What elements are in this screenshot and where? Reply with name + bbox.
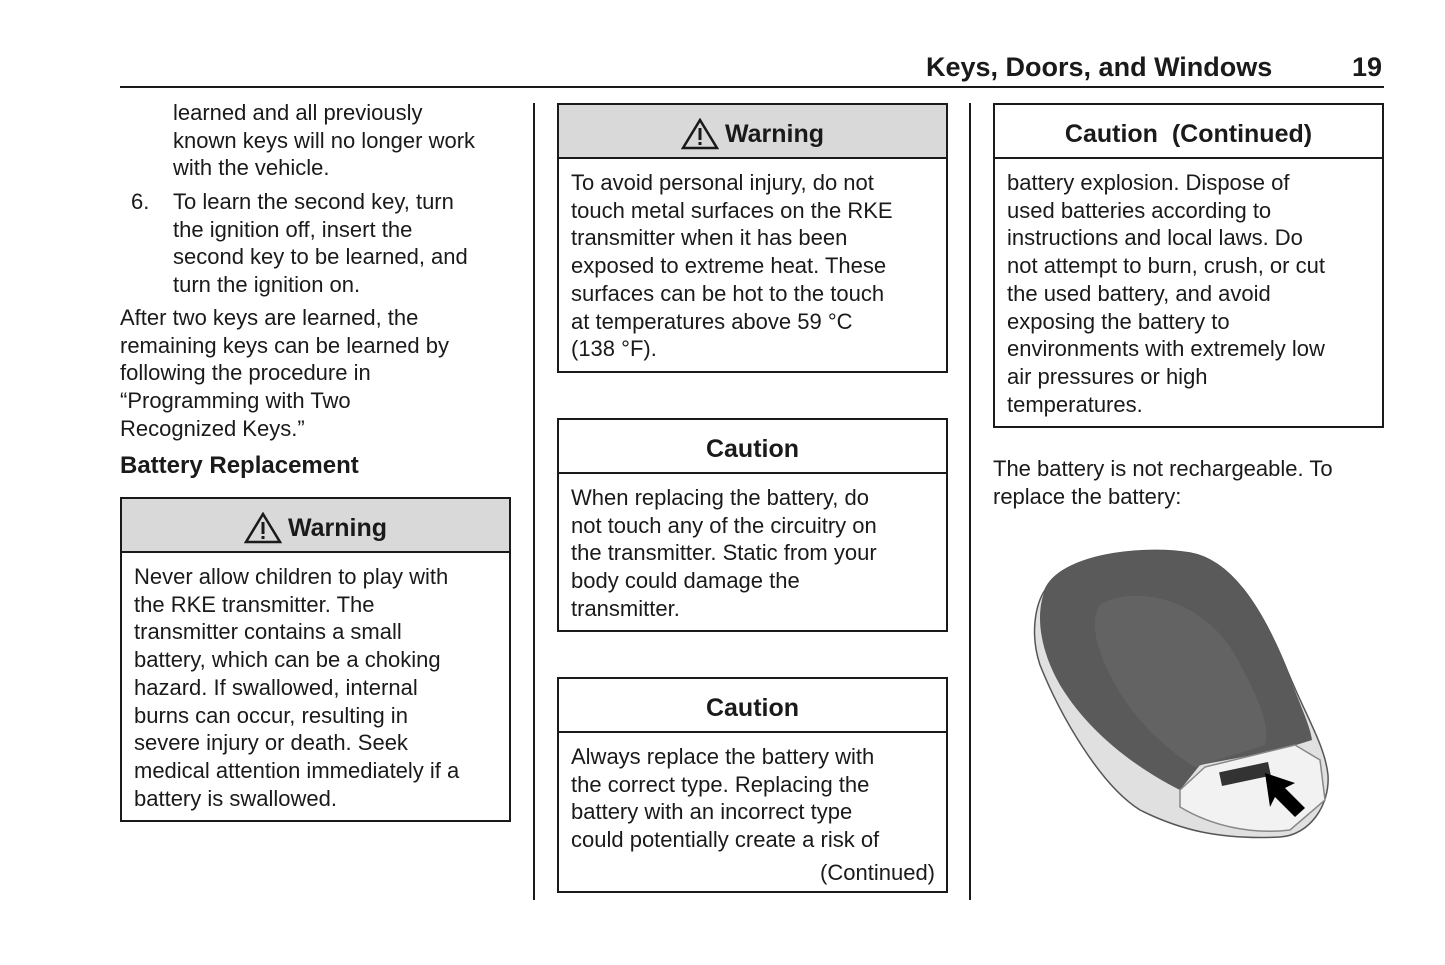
caution-title: Caution (Continued)	[1064, 119, 1313, 148]
step-text: To learn the second key, turn the ignition off, insert the second key to be learned, and turn the ignition on.	[173, 189, 468, 298]
header-rule	[120, 86, 1384, 88]
caution-header	[559, 679, 946, 733]
warning-body: To avoid personal injury, do not touch metal surfaces on the RKE transmitter when it has been exposed to extreme heat. These surfaces can be hot to the touch at temperatures above 59 °C (138 °F).	[571, 170, 893, 362]
caution-title: Caution	[705, 434, 800, 463]
step-number: 6.	[131, 189, 150, 214]
caution-title: Caution	[705, 693, 800, 722]
caution-box	[557, 418, 948, 632]
caution-header	[559, 420, 946, 474]
warning-header	[122, 499, 509, 553]
caution-header	[995, 105, 1382, 159]
column-divider	[969, 103, 971, 900]
warning-header	[559, 105, 946, 159]
caution-body: battery explosion. Dispose of used batteries according to instructions and local laws. Do not attempt to burn, crush, or cut the used battery, and avoid exposing the battery to environments with extremely low air pressures or high temperatures.	[1007, 170, 1325, 417]
section-heading: Battery Replacement	[120, 452, 359, 479]
key-fob-illustration	[1020, 545, 1340, 845]
warning-box	[557, 103, 948, 373]
caution-box	[993, 103, 1384, 428]
warning-title: Warning	[287, 513, 388, 542]
continued-label: (Continued)	[820, 860, 935, 886]
warning-box	[120, 497, 511, 822]
caution-body: When replacing the battery, do not touch any of the circuitry on the transmitter. Static from your body could damage the transmitter.	[571, 485, 877, 621]
step-continued: learned and all previously known keys will no longer work with the vehicle.	[173, 100, 476, 181]
caution-box	[557, 677, 948, 893]
body-paragraph: After two keys are learned, the remaining keys can be learned by following the procedure in “Programming with Two Recognized Keys.”	[120, 305, 449, 441]
warning-triangle-icon	[681, 118, 719, 150]
body-paragraph: The battery is not rechargeable. To replace the battery:	[993, 456, 1333, 509]
warning-triangle-icon	[244, 512, 282, 544]
page-number: 19	[1352, 52, 1383, 82]
section-title: Keys, Doors, and Windows	[926, 52, 1273, 82]
caution-body: Always replace the battery with the correct type. Replacing the battery with an incorrect type could potentially create a risk of	[571, 744, 880, 853]
column-divider	[533, 103, 535, 900]
warning-title: Warning	[724, 119, 825, 148]
warning-body: Never allow children to play with the RKE transmitter. The transmitter contains a small battery, which can be a choking hazard. If swallowed, internal burns can occur, resulting in severe injury or death. Seek medical attention immediately if a battery is swallowed.	[134, 564, 460, 811]
